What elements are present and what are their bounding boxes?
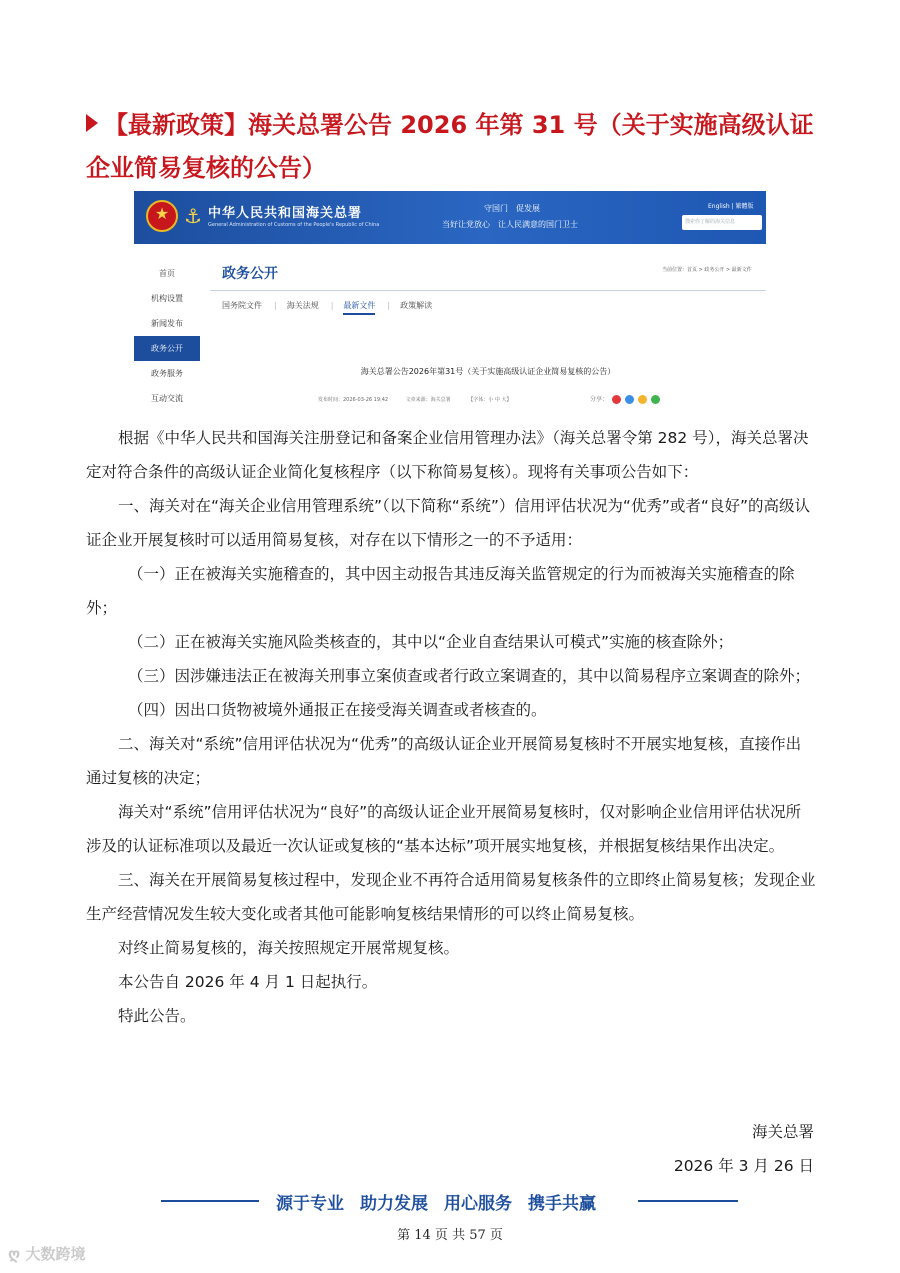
qq-icon[interactable] (625, 395, 634, 404)
paragraph-item-4: （四）因出口货物被境外通报正在接受海关调查或者核查的。 (128, 701, 547, 719)
paragraph-intro: 根据《中华人民共和国海关注册登记和备案企业信用管理办法》（海关总署令第 282 号），海关总署决定对符合条件的高级认证企业简化复核程序（以下称简易复核）。现将有关事项公告如下： (86, 429, 809, 481)
publish-date: 发布时间：2026-03-26 19:42 (318, 397, 389, 403)
footer-slogan-text (276, 1189, 612, 1214)
brand-name: 大数跨境 (25, 1245, 86, 1263)
share-label: 分享： (590, 396, 609, 403)
signature-org: 海关总署 (751, 1123, 814, 1141)
tab-state-council[interactable]: 国务院文件 (222, 301, 262, 310)
title-text: 【最新政策】海关总署公告 2026 年第 31 号（关于实施高级认证企业简易复核的公告） (86, 111, 814, 182)
paragraph-article-1: 一、海关对在“海关企业信用管理系统”（以下简称“系统”）信用评估状况为“优秀”或者“良好”的高级认证企业开展复核时可以适用简易复核，对存在以下情形之一的不予适用： (86, 497, 810, 549)
qzone-icon[interactable] (638, 395, 647, 404)
tab-separator: | (387, 301, 391, 310)
divider (210, 290, 766, 291)
footer-slogan (0, 1186, 900, 1216)
footer-line-right (638, 1200, 738, 1202)
site-header (134, 191, 766, 244)
paragraph-article-2-good: 海关对“系统”信用评估状况为“良好”的高级认证企业开展简易复核时，仅对影响企业信用评估状况所涉及的认证标准项以及最近一次认证或复核的“基本达标”项开展实地复核，并根据复核结果作出决定。 (86, 803, 802, 855)
section-title: 政务公开 (222, 266, 278, 282)
tab-policy-interpretation[interactable]: 政策解读 (400, 301, 433, 310)
site-search-input[interactable]: 搜索你了解的海关信息 (682, 215, 762, 230)
slogan-2: 助力发展 (360, 1194, 428, 1214)
slogan-1: 源于专业 (276, 1194, 344, 1214)
signature-date: 2026 年 3 月 26 日 (673, 1157, 814, 1175)
article-title: 海关总署公告2026年第31号（关于实施高级认证企业简易复核的公告） (360, 367, 616, 376)
header-slogan-bottom: 当好让党放心 让人民满意的国门卫士 (442, 220, 578, 229)
slogan-3: 用心服务 (444, 1194, 512, 1214)
share-bar (590, 394, 660, 404)
side-nav-government-affairs[interactable]: 政务公开 (134, 336, 200, 361)
header-slogan-top: 守国门 促发展 (484, 204, 540, 213)
footer-line-left (161, 1200, 259, 1202)
side-nav-services[interactable]: 政务服务 (151, 369, 183, 378)
paragraph-effective-date: 本公告自 2026 年 4 月 1 日起执行。 (118, 973, 378, 991)
tab-latest-documents[interactable]: 最新文件 (343, 301, 375, 315)
category-tabs (222, 300, 444, 311)
slogan-4: 携手共赢 (528, 1194, 596, 1214)
customs-website-screenshot (134, 191, 766, 411)
brand-watermark: ღ 大数跨境 (8, 1245, 86, 1263)
page-number: 第 14 页 共 57 页 (397, 1228, 503, 1243)
customs-logo-icon: ⚓ (184, 204, 202, 228)
breadcrumb: 当前位置：首页 > 政务公开 > 最新文件 (662, 267, 752, 273)
article-meta (318, 396, 527, 403)
side-nav-news[interactable]: 新闻发布 (151, 319, 183, 328)
language-links[interactable]: English | 繁體版 (708, 203, 754, 210)
national-emblem-icon (146, 200, 178, 232)
tab-separator: | (274, 301, 277, 310)
tab-separator: | (330, 301, 334, 310)
paragraph-item-1: （一）正在被海关实施稽查的，其中因主动报告其违反海关监管规定的行为而被海关实施稽查的除外； (86, 565, 795, 617)
side-nav-home[interactable]: 首页 (159, 269, 175, 278)
font-size-switch[interactable]: 【字体：小 中 大】 (468, 397, 512, 403)
weibo-icon[interactable] (612, 395, 621, 404)
side-nav-organization[interactable]: 机构设置 (151, 294, 183, 303)
article-source: 文章来源：海关总署 (405, 397, 451, 403)
tab-customs-regulations[interactable]: 海关法规 (286, 301, 319, 310)
paragraph-article-2: 二、海关对“系统”信用评估状况为“优秀”的高级认证企业开展简易复核时不开展实地复核，直接作出通过复核的决定； (86, 735, 802, 787)
page-title (86, 104, 826, 190)
side-nav-interaction[interactable]: 互动交流 (151, 394, 183, 403)
paragraph-closing: 特此公告。 (118, 1007, 196, 1025)
side-nav (134, 261, 200, 411)
paragraph-item-3: （三）因涉嫌违法正在被海关刑事立案侦查或者行政立案调查的，其中以简易程序立案调查的除外； (128, 667, 811, 685)
announcement-body (86, 421, 816, 1033)
paragraph-item-2: （二）正在被海关实施风险类核查的，其中以“企业自查结果认可模式”实施的核查除外； (128, 633, 734, 651)
wechat-icon[interactable] (651, 395, 660, 404)
paragraph-article-3: 三、海关在开展简易复核过程中，发现企业不再符合适用简易复核条件的立即终止简易复核；发现企业生产经营情况发生较大变化或者其他可能影响复核结果情形的可以终止简易复核。 (86, 871, 816, 923)
paragraph-termination: 对终止简易复核的，海关按照规定开展常规复核。 (118, 939, 460, 957)
site-name-english: General Administration of Customs of the People's Republic of China (208, 222, 380, 228)
site-name: 中华人民共和国海关总署 (208, 206, 363, 221)
arrow-bullet-icon (86, 114, 98, 132)
